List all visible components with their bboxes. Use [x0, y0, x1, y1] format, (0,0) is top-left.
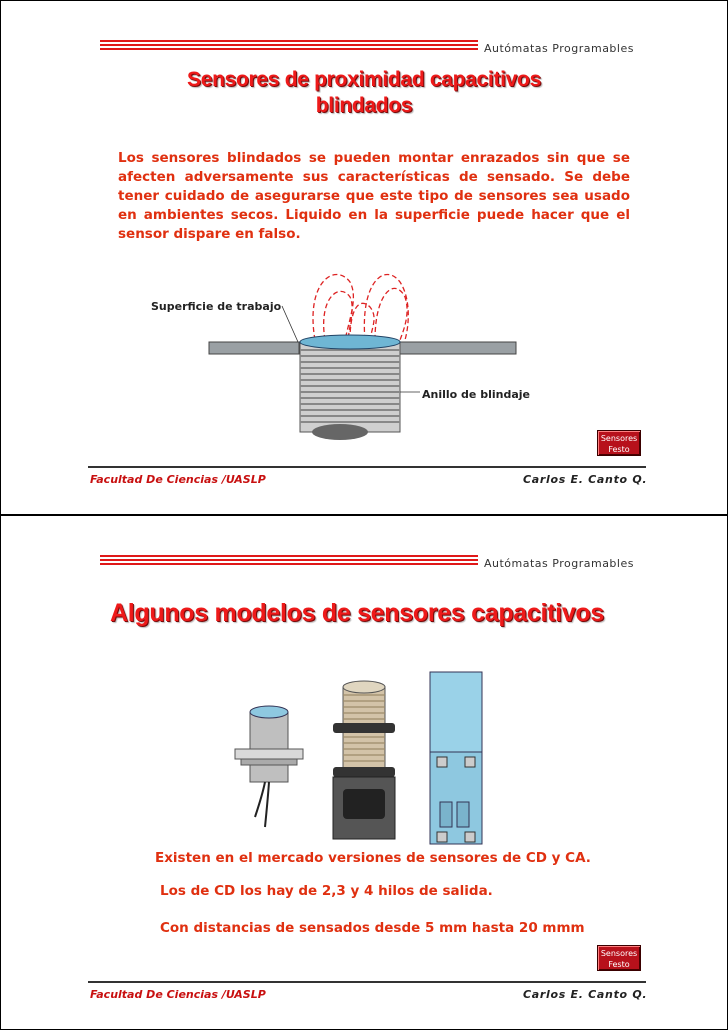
button-label-line2: Festo — [608, 445, 630, 454]
footer-author: Carlos E. Canto Q. — [523, 473, 648, 486]
sensor-base — [312, 424, 368, 440]
button-label-line1: Sensores — [600, 949, 638, 958]
leader-surface — [282, 306, 298, 342]
footer-institution: Facultad De Ciencias /UASLP — [90, 988, 266, 1001]
bullet-dc-wires: Los de CD los hay de 2,3 y 4 hilos de salida. — [160, 883, 493, 899]
button-label-line2: Festo — [608, 960, 630, 969]
header-title: Autómatas Programables — [484, 557, 634, 570]
sensores-festo-button[interactable] — [597, 430, 641, 456]
sensores-festo-button[interactable] — [597, 945, 641, 971]
slide-title-line1: Sensores de proximidad capacitivos — [187, 68, 541, 91]
slide-2 — [0, 515, 728, 1030]
cylindrical-sensor — [235, 706, 303, 827]
button-label-line1: Sensores — [600, 434, 638, 443]
sensing-face — [300, 335, 400, 349]
header-stripes — [100, 555, 478, 567]
surface-left — [209, 342, 299, 354]
sensor-models-illustration — [225, 667, 495, 847]
threaded-connector-sensor — [333, 681, 395, 839]
slide-title-line2: blindados — [315, 94, 413, 117]
footer-divider — [88, 466, 646, 468]
footer-institution: Facultad De Ciencias /UASLP — [90, 473, 266, 486]
shielded-sensor-diagram — [200, 262, 530, 442]
header-stripes — [100, 40, 478, 52]
body-paragraph: Los sensores blindados se pueden montar enrazados sin que se afecten adversamente sus características de sensado. Se debe tener cuidado de asegurarse que este tipo de sensores sea usado en ambientes secos. Liquido en la superficie puede hacer que el sensor dispare en falso. — [118, 150, 630, 242]
header-title: Autómatas Programables — [484, 42, 634, 55]
slide-title: Algunos modelos de sensores capacitivos — [109, 599, 604, 627]
surface-right — [400, 342, 516, 354]
label-working-surface: Superficie de trabajo — [151, 300, 282, 313]
label-shield-ring: Anillo de blindaje — [422, 388, 530, 401]
footer-author: Carlos E. Canto Q. — [523, 988, 648, 1001]
bullet-dc-ac-versions: Existen en el mercado versiones de sensores de CD y CA. — [155, 850, 591, 866]
rectangular-sensor — [430, 672, 482, 844]
field-lines — [313, 274, 408, 340]
footer-divider — [88, 981, 646, 983]
bullet-sensing-distances: Con distancias de sensados desde 5 mm hasta 20 mmm — [160, 920, 585, 936]
